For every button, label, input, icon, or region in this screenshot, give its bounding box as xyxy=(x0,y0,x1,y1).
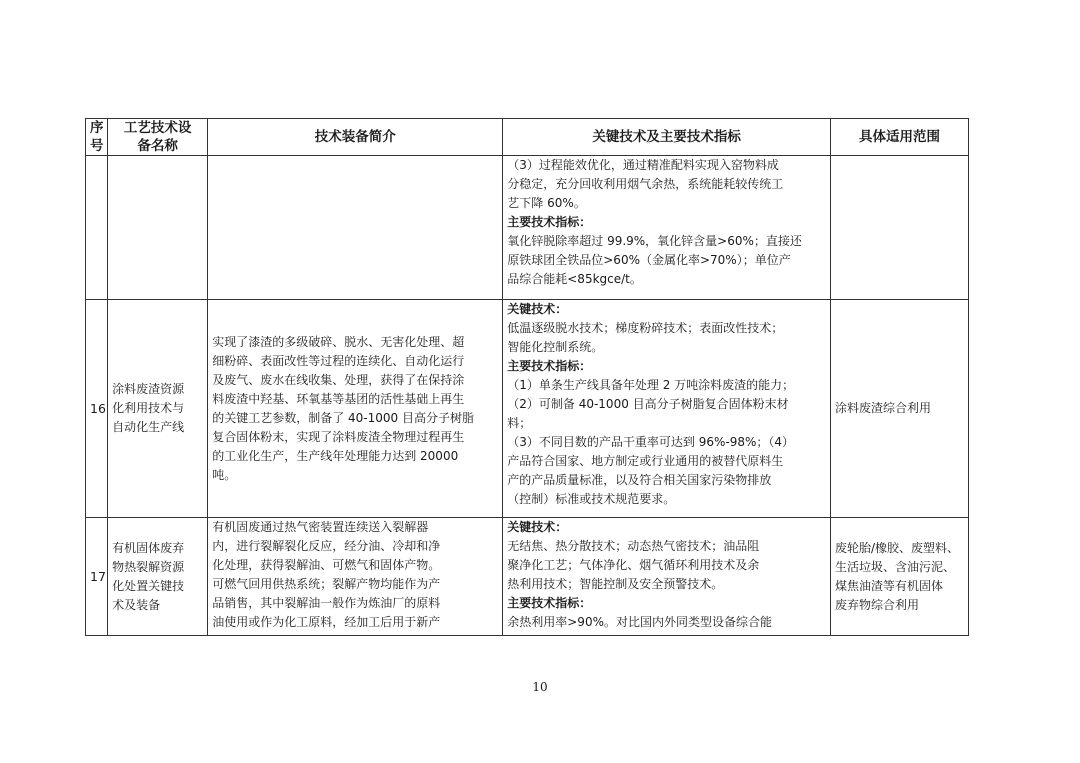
technology-table xyxy=(85,118,969,636)
key-technology-line: 氧化锌脱除率超过 99.9%，氧化锌含量>60%；直接还 xyxy=(507,234,802,248)
key-technology-line: 分稳定，充分回收利用烟气余热，系统能耗较传统工 xyxy=(507,177,784,191)
equipment-name-line: 自动化生产线 xyxy=(112,420,185,434)
equipment-name-line: 物热裂解资源 xyxy=(112,559,185,574)
key-technology-line: 产的产品质量标准，以及符合相关国家污染物排放 xyxy=(507,473,772,487)
row-key-technology xyxy=(503,300,831,518)
key-technology-line: 主要技术指标： xyxy=(507,215,592,229)
key-technology-line: （3）过程能效优化，通过精准配料实现入窑物料成 xyxy=(507,158,779,172)
introduction-line: 油使用或作为化工原料，经加工后用于新产 xyxy=(212,615,441,629)
header-serial-number-line-2: 号 xyxy=(90,138,104,154)
introduction-line: 内，进行裂解裂化反应，经分油、冷却和净 xyxy=(212,539,441,553)
introduction-line: 及废气、废水在线收集、处理，获得了在保持涂 xyxy=(212,372,465,387)
key-technology-line: （2）可制备 40-1000 目高分子树脂复合固体粉末材 xyxy=(507,397,789,411)
introduction-line: 吨。 xyxy=(212,467,237,482)
key-technology-line: 余热利用率>90%。对比国内外同类型设备综合能 xyxy=(507,615,772,629)
key-technology-line: 原铁球团全铁品位>60%（金属化率>70%）；单位产 xyxy=(507,253,791,267)
key-technology-line: 产品符合国家、地方制定或行业通用的被替代原料生 xyxy=(507,454,784,468)
key-technology-line: 主要技术指标： xyxy=(507,596,592,610)
row-equipment-name xyxy=(108,156,208,300)
header-equipment-name xyxy=(108,119,208,156)
header-equipment-name-line-2: 备名称 xyxy=(137,138,178,154)
row-serial-number xyxy=(86,156,108,300)
table-row xyxy=(86,156,969,300)
row-key-technology xyxy=(503,156,831,300)
equipment-name-line: 有机固体废弃 xyxy=(112,540,185,555)
row-serial-number: 17 xyxy=(86,518,108,636)
key-technology-line: 主要技术指标： xyxy=(507,359,592,373)
header-scope: 具体适用范围 xyxy=(830,119,968,156)
scope-line: 生活垃圾、含油污泥、 xyxy=(834,559,955,574)
key-technology-line: 关键技术： xyxy=(507,302,568,316)
key-technology-line: （3）不同目数的产品干重率可达到 96%-98%；（4） xyxy=(507,435,795,449)
row-introduction xyxy=(208,300,503,518)
key-technology-line: 智能化控制系统。 xyxy=(507,340,604,354)
introduction-line: 品销售，其中裂解油一般作为炼油厂的原料 xyxy=(212,596,441,610)
key-technology-line: 低温逐级脱水技术；梯度粉碎技术；表面改性技术； xyxy=(507,321,784,335)
scope-line: 煤焦油渣等有机固体 xyxy=(834,578,943,593)
introduction-line: 可燃气回用供热系统；裂解产物均能作为产 xyxy=(212,577,441,591)
header-introduction: 技术装备简介 xyxy=(208,119,503,156)
header-key-technology: 关键技术及主要技术指标 xyxy=(503,119,831,156)
equipment-name-line: 化处置关键技 xyxy=(112,578,185,593)
key-technology-line: 品综合能耗<85kgce/t。 xyxy=(507,272,642,286)
introduction-line: 料废渣中羟基、环氧基等基团的活性基础上再生 xyxy=(212,391,465,406)
introduction-line: 复合固体粉末，实现了涂料废渣全物理过程再生 xyxy=(212,429,465,444)
introduction-line: 化处理，获得裂解油、可燃气和固体产物。 xyxy=(212,558,441,572)
key-technology-line: 聚净化工艺；气体净化、烟气循环利用技术及余 xyxy=(507,558,760,572)
key-technology-line: 关键技术： xyxy=(507,520,568,534)
key-technology-line: （控制）标准或技术规范要求。 xyxy=(507,492,676,506)
row-serial-number: 16 xyxy=(86,300,108,518)
introduction-line: 细粉碎、表面改性等过程的连续化、自动化运行 xyxy=(212,353,465,368)
introduction-line: 实现了漆渣的多级破碎、脱水、无害化处理、超 xyxy=(212,334,465,349)
row-introduction xyxy=(208,156,503,300)
row-scope xyxy=(830,156,968,300)
introduction-line: 的关键工艺参数，制备了 40-1000 目高分子树脂 xyxy=(212,410,474,425)
scope-line: 涂料废渣综合利用 xyxy=(834,401,931,415)
key-technology-line: 料； xyxy=(507,416,532,430)
introduction-line: 有机固废通过热气密装置连续送入裂解器 xyxy=(212,520,429,534)
key-technology-line: 热利用技术；智能控制及安全预警技术。 xyxy=(507,577,724,591)
table-row xyxy=(86,300,969,518)
row-scope xyxy=(830,300,968,518)
header-serial-number xyxy=(86,119,108,156)
header-equipment-name-line-1: 工艺技术设 xyxy=(123,120,192,136)
scope-line: 废弃物综合利用 xyxy=(834,597,919,612)
row-scope xyxy=(830,518,968,636)
equipment-name-line: 涂料废渣资源 xyxy=(112,382,185,396)
row-introduction xyxy=(208,518,503,636)
introduction-line: 的工业化生产，生产线年处理能力达到 20000 xyxy=(212,448,459,463)
equipment-name-line: 术及装备 xyxy=(112,597,161,612)
scope-line: 废轮胎/橡胶、废塑料、 xyxy=(834,540,959,555)
page-number: 10 xyxy=(532,680,548,694)
table-row xyxy=(86,518,969,636)
header-serial-number-line-1: 序 xyxy=(90,120,104,136)
row-equipment-name xyxy=(108,518,208,636)
key-technology-line: 无结焦、热分散技术；动态热气密技术；油品阻 xyxy=(507,539,760,553)
row-equipment-name xyxy=(108,300,208,518)
key-technology-line: 艺下降 60%。 xyxy=(507,196,586,210)
equipment-name-line: 化利用技术与 xyxy=(112,401,185,415)
table-header-row xyxy=(86,119,969,156)
key-technology-line: （1）单条生产线具备年处理 2 万吨涂料废渣的能力； xyxy=(507,378,795,392)
row-key-technology xyxy=(503,518,831,636)
